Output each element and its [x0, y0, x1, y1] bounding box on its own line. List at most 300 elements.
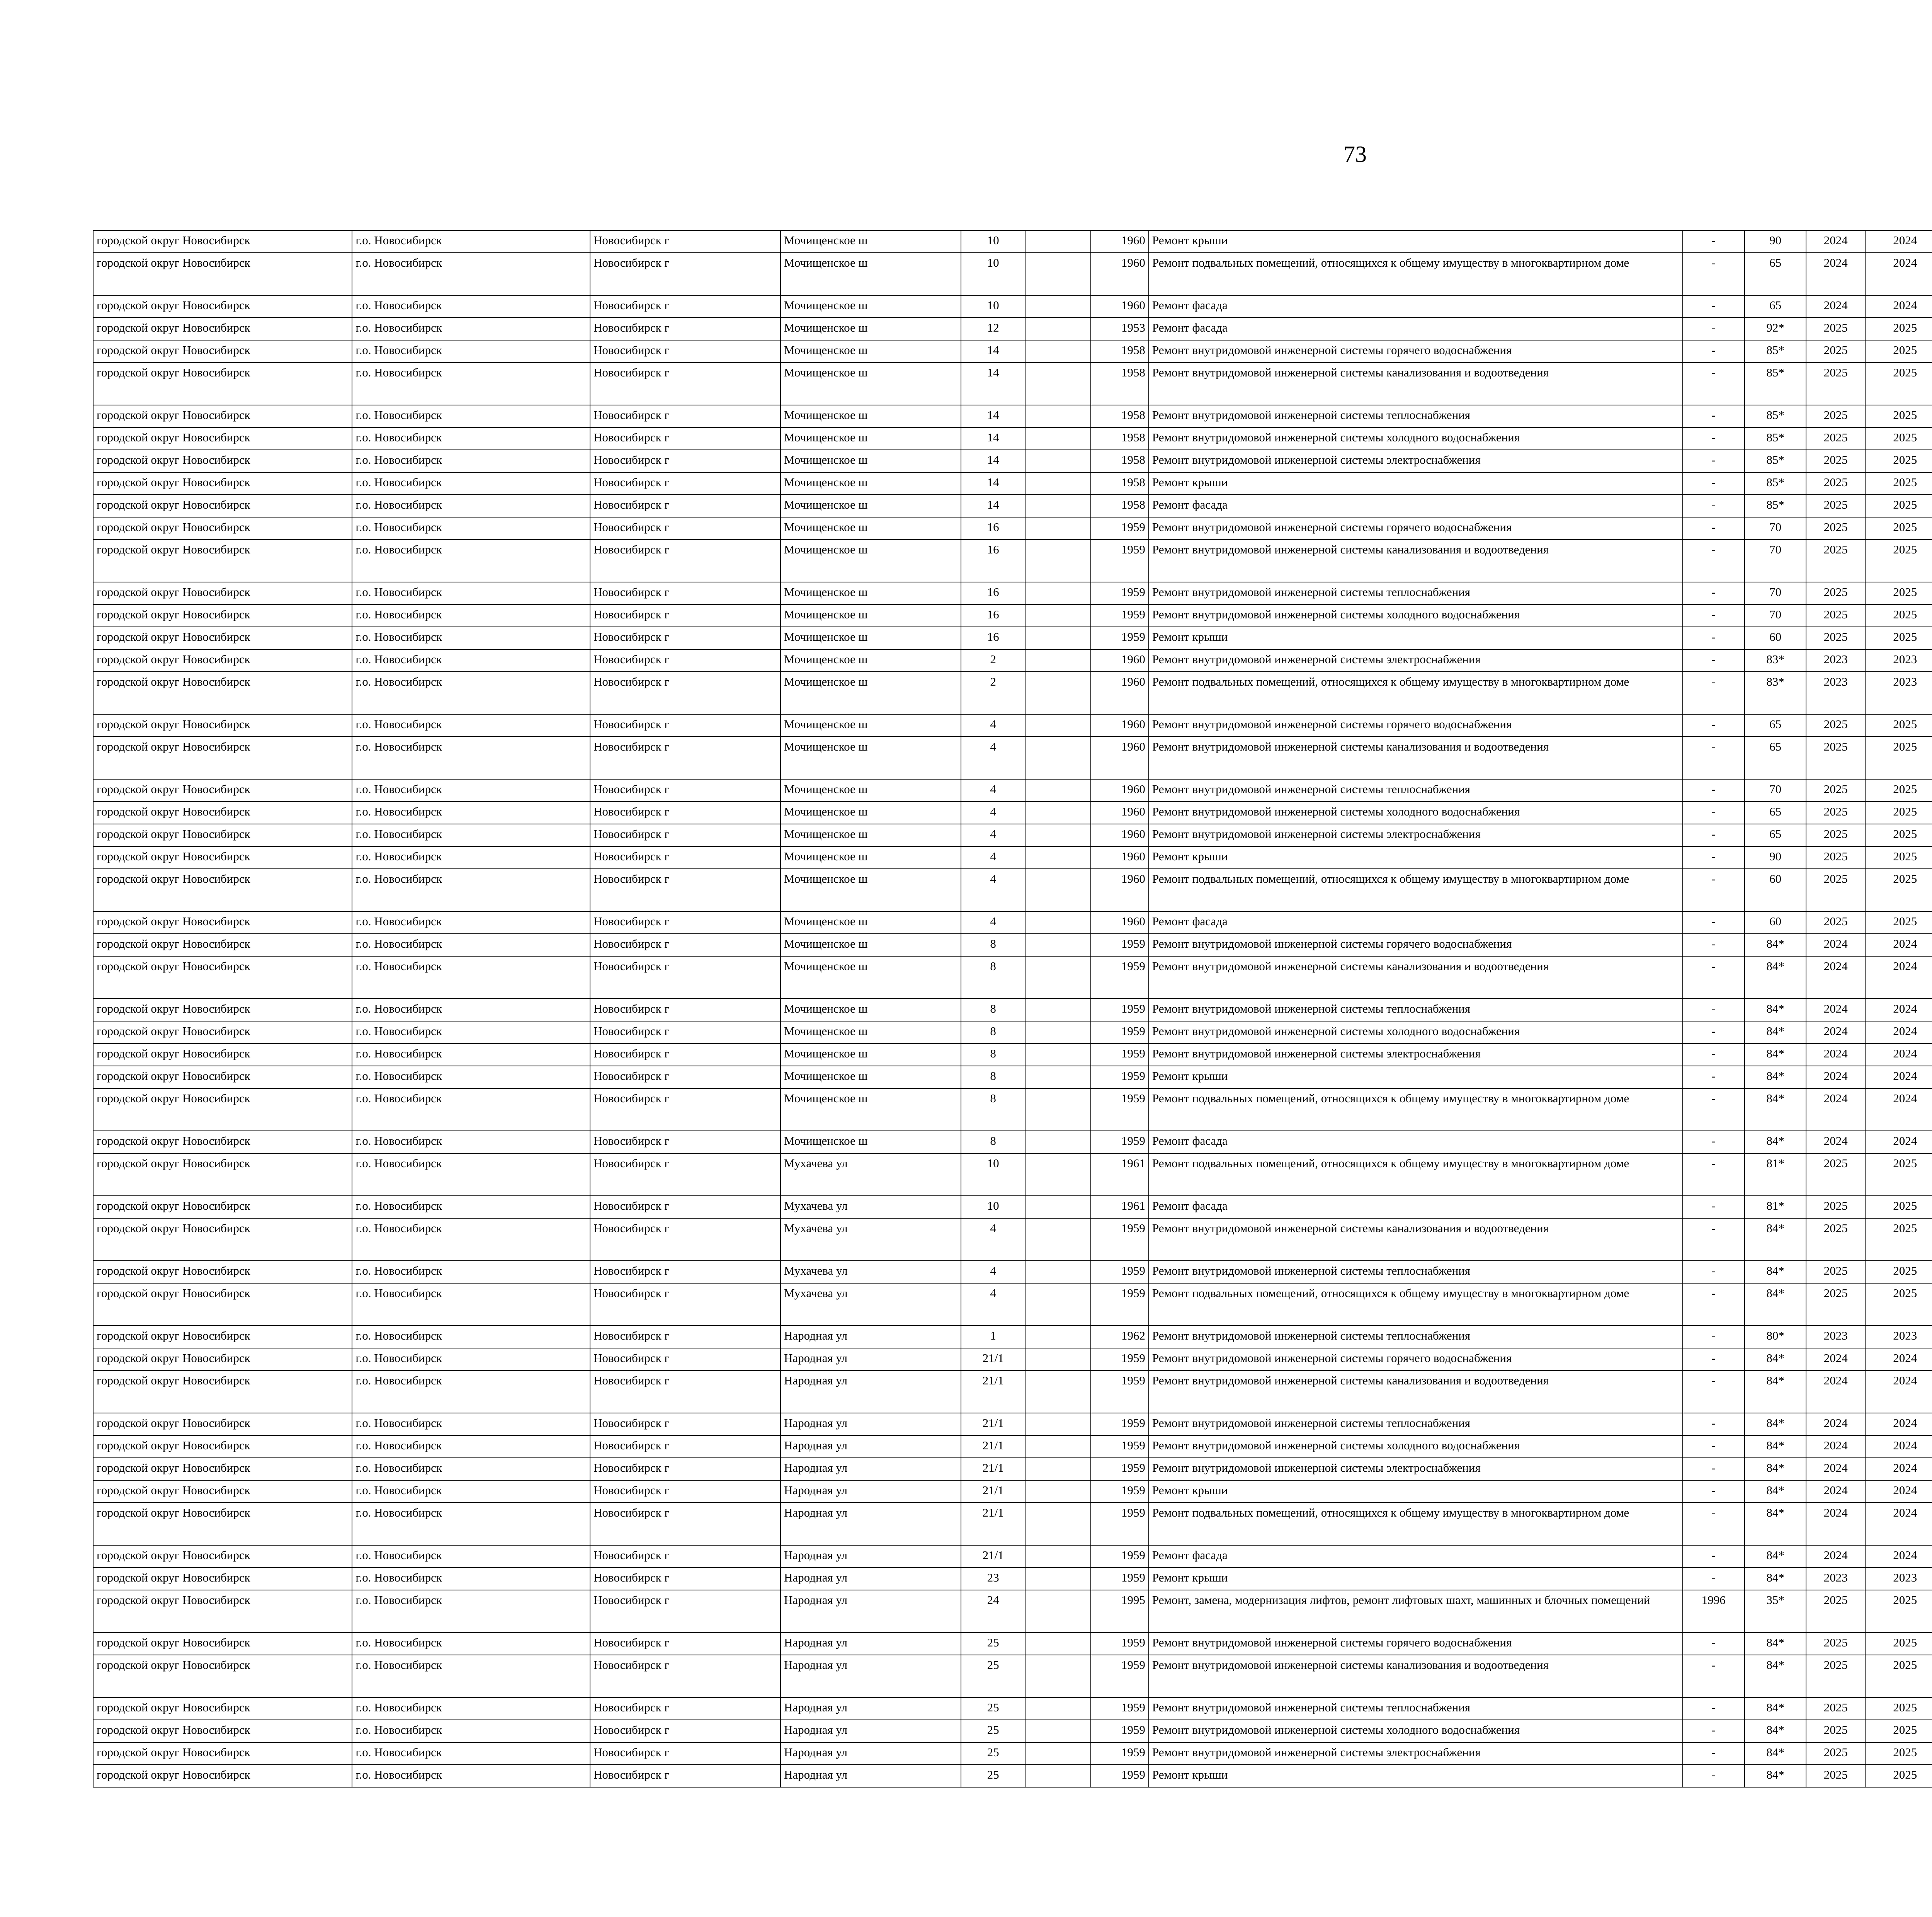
cell-locality: Новосибирск г: [590, 472, 781, 495]
table-row: [93, 1348, 1932, 1371]
cell-building: [1025, 495, 1091, 517]
cell-settlement: г.о. Новосибирск: [352, 627, 590, 649]
cell-plan-start-year: 2025: [1806, 846, 1865, 869]
cell-street: Народная ул: [781, 1545, 961, 1568]
cell-settlement: г.о. Новосибирск: [352, 295, 590, 318]
cell-commissioning-year: -: [1683, 1066, 1745, 1088]
cell-municipal-district: городской округ Новосибирск: [93, 340, 352, 363]
cell-plan-start-year: 2024: [1806, 230, 1865, 253]
cell-plan-start-year: 2025: [1806, 318, 1865, 340]
cell-plan-start-year: 2024: [1806, 1458, 1865, 1480]
cell-municipal-district: городской округ Новосибирск: [93, 1153, 352, 1196]
cell-building: [1025, 1458, 1091, 1480]
cell-work-type: Ремонт крыши: [1149, 1480, 1683, 1503]
cell-house-number: 10: [961, 295, 1025, 318]
cell-year-built: 1959: [1091, 1371, 1149, 1413]
cell-wear-percent: 81*: [1745, 1196, 1806, 1218]
cell-work-type: Ремонт внутридомовой инженерной системы электроснабжения: [1149, 1458, 1683, 1480]
cell-wear-percent: 84*: [1745, 1371, 1806, 1413]
cell-wear-percent: 85*: [1745, 363, 1806, 405]
cell-settlement: г.о. Новосибирск: [352, 934, 590, 956]
cell-wear-percent: 84*: [1745, 1021, 1806, 1044]
cell-work-type: Ремонт внутридомовой инженерной системы канализования и водоотведения: [1149, 1371, 1683, 1413]
cell-wear-percent: 60: [1745, 627, 1806, 649]
cell-settlement: г.о. Новосибирск: [352, 1348, 590, 1371]
cell-house-number: 21/1: [961, 1435, 1025, 1458]
cell-commissioning-year: -: [1683, 1413, 1745, 1435]
cell-plan-end-year: 2025: [1865, 582, 1932, 604]
cell-building: [1025, 649, 1091, 672]
cell-locality: Новосибирск г: [590, 1480, 781, 1503]
cell-commissioning-year: -: [1683, 253, 1745, 295]
cell-plan-start-year: 2025: [1806, 340, 1865, 363]
cell-building: [1025, 427, 1091, 450]
cell-locality: Новосибирск г: [590, 1021, 781, 1044]
cell-settlement: г.о. Новосибирск: [352, 1720, 590, 1742]
cell-locality: Новосибирск г: [590, 1633, 781, 1655]
cell-year-built: 1959: [1091, 1261, 1149, 1283]
cell-settlement: г.о. Новосибирск: [352, 956, 590, 999]
cell-municipal-district: городской округ Новосибирск: [93, 779, 352, 802]
cell-locality: Новосибирск г: [590, 495, 781, 517]
cell-locality: Новосибирск г: [590, 517, 781, 540]
cell-plan-end-year: 2025: [1865, 1655, 1932, 1697]
cell-settlement: г.о. Новосибирск: [352, 911, 590, 934]
cell-building: [1025, 1697, 1091, 1720]
cell-wear-percent: 83*: [1745, 649, 1806, 672]
cell-street: Народная ул: [781, 1742, 961, 1765]
cell-locality: Новосибирск г: [590, 1590, 781, 1633]
cell-settlement: г.о. Новосибирск: [352, 1633, 590, 1655]
cell-building: [1025, 714, 1091, 737]
cell-year-built: 1959: [1091, 1021, 1149, 1044]
cell-work-type: Ремонт подвальных помещений, относящихся к общему имуществу в многоквартирном доме: [1149, 1503, 1683, 1545]
cell-locality: Новосибирск г: [590, 1371, 781, 1413]
cell-work-type: Ремонт внутридомовой инженерной системы горячего водоснабжения: [1149, 340, 1683, 363]
cell-municipal-district: городской округ Новосибирск: [93, 802, 352, 824]
cell-commissioning-year: -: [1683, 1153, 1745, 1196]
cell-settlement: г.о. Новосибирск: [352, 1196, 590, 1218]
cell-work-type: Ремонт подвальных помещений, относящихся к общему имуществу в многоквартирном доме: [1149, 253, 1683, 295]
cell-commissioning-year: -: [1683, 582, 1745, 604]
cell-plan-end-year: 2025: [1865, 737, 1932, 779]
cell-municipal-district: городской округ Новосибирск: [93, 295, 352, 318]
table-row: [93, 495, 1932, 517]
cell-settlement: г.о. Новосибирск: [352, 1503, 590, 1545]
cell-municipal-district: городской округ Новосибирск: [93, 911, 352, 934]
cell-house-number: 16: [961, 540, 1025, 582]
cell-plan-end-year: 2024: [1865, 1044, 1932, 1066]
cell-municipal-district: городской округ Новосибирск: [93, 1044, 352, 1066]
cell-plan-start-year: 2024: [1806, 1503, 1865, 1545]
cell-settlement: г.о. Новосибирск: [352, 1218, 590, 1261]
cell-house-number: 21/1: [961, 1348, 1025, 1371]
cell-wear-percent: 84*: [1745, 999, 1806, 1021]
cell-year-built: 1959: [1091, 1765, 1149, 1787]
table-row: [93, 1742, 1932, 1765]
table-row: [93, 604, 1932, 627]
cell-settlement: г.о. Новосибирск: [352, 405, 590, 427]
cell-year-built: 1959: [1091, 1435, 1149, 1458]
cell-locality: Новосибирск г: [590, 956, 781, 999]
cell-plan-end-year: 2025: [1865, 540, 1932, 582]
cell-street: Народная ул: [781, 1720, 961, 1742]
table-row: [93, 427, 1932, 450]
cell-work-type: Ремонт подвальных помещений, относящихся к общему имуществу в многоквартирном доме: [1149, 1153, 1683, 1196]
cell-wear-percent: 84*: [1745, 1413, 1806, 1435]
cell-commissioning-year: -: [1683, 604, 1745, 627]
cell-wear-percent: 85*: [1745, 472, 1806, 495]
table-row: [93, 779, 1932, 802]
cell-house-number: 25: [961, 1742, 1025, 1765]
cell-plan-start-year: 2025: [1806, 1590, 1865, 1633]
cell-year-built: 1959: [1091, 540, 1149, 582]
cell-building: [1025, 1590, 1091, 1633]
cell-commissioning-year: -: [1683, 517, 1745, 540]
cell-settlement: г.о. Новосибирск: [352, 1568, 590, 1590]
table-row: [93, 1633, 1932, 1655]
cell-commissioning-year: -: [1683, 1348, 1745, 1371]
cell-plan-start-year: 2025: [1806, 1153, 1865, 1196]
cell-locality: Новосибирск г: [590, 1283, 781, 1326]
cell-plan-end-year: 2024: [1865, 1348, 1932, 1371]
cell-commissioning-year: -: [1683, 450, 1745, 472]
cell-municipal-district: городской округ Новосибирск: [93, 1261, 352, 1283]
cell-house-number: 21/1: [961, 1480, 1025, 1503]
cell-building: [1025, 779, 1091, 802]
cell-plan-start-year: 2024: [1806, 1413, 1865, 1435]
cell-settlement: г.о. Новосибирск: [352, 1371, 590, 1413]
cell-building: [1025, 1371, 1091, 1413]
cell-plan-end-year: 2024: [1865, 934, 1932, 956]
cell-work-type: Ремонт внутридомовой инженерной системы горячего водоснабжения: [1149, 1633, 1683, 1655]
cell-street: Мочищенское ш: [781, 737, 961, 779]
cell-locality: Новосибирск г: [590, 869, 781, 911]
cell-work-type: Ремонт фасада: [1149, 295, 1683, 318]
cell-plan-end-year: 2024: [1865, 1545, 1932, 1568]
cell-wear-percent: 84*: [1745, 1697, 1806, 1720]
cell-street: Мочищенское ш: [781, 472, 961, 495]
table-row: [93, 318, 1932, 340]
cell-year-built: 1959: [1091, 1633, 1149, 1655]
cell-house-number: 16: [961, 582, 1025, 604]
cell-street: Мухачева ул: [781, 1153, 961, 1196]
cell-building: [1025, 1413, 1091, 1435]
cell-plan-end-year: 2024: [1865, 253, 1932, 295]
cell-plan-end-year: 2025: [1865, 802, 1932, 824]
cell-commissioning-year: -: [1683, 714, 1745, 737]
cell-municipal-district: городской округ Новосибирск: [93, 1720, 352, 1742]
cell-plan-start-year: 2025: [1806, 1765, 1865, 1787]
cell-municipal-district: городской округ Новосибирск: [93, 1545, 352, 1568]
cell-house-number: 8: [961, 999, 1025, 1021]
cell-year-built: 1959: [1091, 1066, 1149, 1088]
cell-settlement: г.о. Новосибирск: [352, 450, 590, 472]
cell-locality: Новосибирск г: [590, 1413, 781, 1435]
cell-plan-end-year: 2025: [1865, 450, 1932, 472]
cell-street: Мочищенское ш: [781, 869, 961, 911]
cell-building: [1025, 1261, 1091, 1283]
cell-plan-end-year: 2025: [1865, 1590, 1932, 1633]
cell-commissioning-year: -: [1683, 295, 1745, 318]
cell-street: Народная ул: [781, 1765, 961, 1787]
cell-year-built: 1960: [1091, 672, 1149, 714]
cell-house-number: 14: [961, 340, 1025, 363]
cell-year-built: 1959: [1091, 956, 1149, 999]
cell-house-number: 10: [961, 1153, 1025, 1196]
table-row: [93, 363, 1932, 405]
cell-year-built: 1960: [1091, 911, 1149, 934]
cell-plan-end-year: 2023: [1865, 1326, 1932, 1348]
cell-work-type: Ремонт внутридомовой инженерной системы горячего водоснабжения: [1149, 517, 1683, 540]
cell-wear-percent: 70: [1745, 582, 1806, 604]
cell-plan-start-year: 2025: [1806, 405, 1865, 427]
cell-plan-start-year: 2025: [1806, 1742, 1865, 1765]
cell-plan-start-year: 2025: [1806, 824, 1865, 846]
cell-commissioning-year: -: [1683, 1480, 1745, 1503]
cell-year-built: 1959: [1091, 1742, 1149, 1765]
cell-plan-end-year: 2025: [1865, 340, 1932, 363]
table-row: [93, 999, 1932, 1021]
cell-street: Мочищенское ш: [781, 363, 961, 405]
table-row: [93, 869, 1932, 911]
table-row: [93, 1066, 1932, 1088]
table-row: [93, 1480, 1932, 1503]
cell-municipal-district: городской округ Новосибирск: [93, 1066, 352, 1088]
cell-building: [1025, 582, 1091, 604]
cell-year-built: 1960: [1091, 824, 1149, 846]
cell-settlement: г.о. Новосибирск: [352, 253, 590, 295]
cell-wear-percent: 70: [1745, 517, 1806, 540]
cell-house-number: 14: [961, 450, 1025, 472]
cell-house-number: 4: [961, 1261, 1025, 1283]
cell-year-built: 1959: [1091, 627, 1149, 649]
cell-municipal-district: городской округ Новосибирск: [93, 450, 352, 472]
cell-wear-percent: 65: [1745, 824, 1806, 846]
cell-commissioning-year: -: [1683, 824, 1745, 846]
cell-plan-end-year: 2024: [1865, 1131, 1932, 1153]
table-row: [93, 934, 1932, 956]
cell-house-number: 16: [961, 517, 1025, 540]
cell-street: Мочищенское ш: [781, 627, 961, 649]
cell-commissioning-year: -: [1683, 1218, 1745, 1261]
cell-street: Мочищенское ш: [781, 999, 961, 1021]
cell-street: Мочищенское ш: [781, 714, 961, 737]
cell-municipal-district: городской округ Новосибирск: [93, 824, 352, 846]
cell-municipal-district: городской округ Новосибирск: [93, 1021, 352, 1044]
cell-settlement: г.о. Новосибирск: [352, 1590, 590, 1633]
cell-building: [1025, 450, 1091, 472]
cell-commissioning-year: -: [1683, 672, 1745, 714]
cell-wear-percent: 84*: [1745, 1568, 1806, 1590]
cell-municipal-district: городской округ Новосибирск: [93, 999, 352, 1021]
cell-work-type: Ремонт внутридомовой инженерной системы теплоснабжения: [1149, 582, 1683, 604]
cell-plan-end-year: 2025: [1865, 714, 1932, 737]
cell-wear-percent: 84*: [1745, 1261, 1806, 1283]
table-row: [93, 1153, 1932, 1196]
cell-building: [1025, 405, 1091, 427]
cell-year-built: 1959: [1091, 1480, 1149, 1503]
cell-locality: Новосибирск г: [590, 1503, 781, 1545]
cell-year-built: 1960: [1091, 737, 1149, 779]
cell-building: [1025, 934, 1091, 956]
cell-plan-start-year: 2025: [1806, 779, 1865, 802]
cell-municipal-district: городской округ Новосибирск: [93, 1435, 352, 1458]
cell-wear-percent: 84*: [1745, 956, 1806, 999]
cell-wear-percent: 92*: [1745, 318, 1806, 340]
cell-house-number: 21/1: [961, 1545, 1025, 1568]
cell-wear-percent: 65: [1745, 737, 1806, 779]
cell-settlement: г.о. Новосибирск: [352, 1153, 590, 1196]
cell-plan-end-year: 2025: [1865, 495, 1932, 517]
cell-settlement: г.о. Новосибирск: [352, 1480, 590, 1503]
cell-street: Народная ул: [781, 1458, 961, 1480]
cell-street: Мухачева ул: [781, 1196, 961, 1218]
cell-house-number: 23: [961, 1568, 1025, 1590]
cell-street: Народная ул: [781, 1503, 961, 1545]
cell-street: Народная ул: [781, 1435, 961, 1458]
cell-wear-percent: 84*: [1745, 1218, 1806, 1261]
table-row: [93, 582, 1932, 604]
cell-wear-percent: 84*: [1745, 1044, 1806, 1066]
cell-house-number: 4: [961, 1218, 1025, 1261]
page-number: 73: [1344, 141, 1367, 167]
cell-commissioning-year: -: [1683, 911, 1745, 934]
cell-wear-percent: 70: [1745, 604, 1806, 627]
cell-house-number: 16: [961, 604, 1025, 627]
cell-plan-start-year: 2024: [1806, 1348, 1865, 1371]
cell-street: Мочищенское ш: [781, 672, 961, 714]
cell-work-type: Ремонт подвальных помещений, относящихся к общему имуществу в многоквартирном доме: [1149, 869, 1683, 911]
cell-settlement: г.о. Новосибирск: [352, 1066, 590, 1088]
cell-plan-end-year: 2025: [1865, 363, 1932, 405]
cell-work-type: Ремонт крыши: [1149, 846, 1683, 869]
cell-wear-percent: 84*: [1745, 1348, 1806, 1371]
cell-settlement: г.о. Новосибирск: [352, 824, 590, 846]
table-row: [93, 824, 1932, 846]
cell-street: Народная ул: [781, 1371, 961, 1413]
cell-commissioning-year: -: [1683, 1545, 1745, 1568]
cell-plan-end-year: 2025: [1865, 824, 1932, 846]
cell-locality: Новосибирск г: [590, 672, 781, 714]
cell-street: Мочищенское ш: [781, 1021, 961, 1044]
cell-locality: Новосибирск г: [590, 405, 781, 427]
cell-street: Народная ул: [781, 1633, 961, 1655]
table-row: [93, 714, 1932, 737]
cell-street: Мочищенское ш: [781, 295, 961, 318]
cell-work-type: Ремонт внутридомовой инженерной системы электроснабжения: [1149, 450, 1683, 472]
table-row: [93, 737, 1932, 779]
cell-municipal-district: городской округ Новосибирск: [93, 517, 352, 540]
cell-wear-percent: 84*: [1745, 1435, 1806, 1458]
cell-plan-start-year: 2025: [1806, 869, 1865, 911]
cell-plan-start-year: 2024: [1806, 999, 1865, 1021]
cell-locality: Новосибирск г: [590, 1326, 781, 1348]
cell-commissioning-year: -: [1683, 846, 1745, 869]
cell-plan-start-year: 2025: [1806, 604, 1865, 627]
cell-settlement: г.о. Новосибирск: [352, 604, 590, 627]
table-row: [93, 1326, 1932, 1348]
cell-settlement: г.о. Новосибирск: [352, 1655, 590, 1697]
cell-locality: Новосибирск г: [590, 999, 781, 1021]
cell-locality: Новосибирск г: [590, 295, 781, 318]
cell-commissioning-year: -: [1683, 1371, 1745, 1413]
cell-wear-percent: 84*: [1745, 934, 1806, 956]
cell-plan-start-year: 2025: [1806, 1261, 1865, 1283]
cell-municipal-district: городской округ Новосибирск: [93, 1590, 352, 1633]
cell-plan-end-year: 2023: [1865, 649, 1932, 672]
cell-municipal-district: городской округ Новосибирск: [93, 472, 352, 495]
cell-wear-percent: 84*: [1745, 1633, 1806, 1655]
cell-year-built: 1959: [1091, 582, 1149, 604]
cell-work-type: Ремонт подвальных помещений, относящихся к общему имуществу в многоквартирном доме: [1149, 1283, 1683, 1326]
cell-house-number: 14: [961, 405, 1025, 427]
cell-municipal-district: городской округ Новосибирск: [93, 934, 352, 956]
cell-building: [1025, 1765, 1091, 1787]
cell-wear-percent: 85*: [1745, 450, 1806, 472]
cell-plan-end-year: 2024: [1865, 1413, 1932, 1435]
cell-plan-start-year: 2024: [1806, 1066, 1865, 1088]
cell-plan-end-year: 2025: [1865, 1765, 1932, 1787]
table-row: [93, 1545, 1932, 1568]
cell-year-built: 1961: [1091, 1196, 1149, 1218]
cell-work-type: Ремонт внутридомовой инженерной системы теплоснабжения: [1149, 1697, 1683, 1720]
cell-year-built: 1959: [1091, 517, 1149, 540]
cell-municipal-district: городской округ Новосибирск: [93, 846, 352, 869]
table-row: [93, 1371, 1932, 1413]
cell-building: [1025, 911, 1091, 934]
cell-wear-percent: 80*: [1745, 1326, 1806, 1348]
table-row: [93, 649, 1932, 672]
cell-settlement: г.о. Новосибирск: [352, 999, 590, 1021]
cell-street: Мочищенское ш: [781, 427, 961, 450]
cell-municipal-district: городской округ Новосибирск: [93, 672, 352, 714]
cell-building: [1025, 1326, 1091, 1348]
cell-plan-start-year: 2025: [1806, 737, 1865, 779]
cell-work-type: Ремонт внутридомовой инженерной системы холодного водоснабжения: [1149, 1720, 1683, 1742]
cell-work-type: Ремонт внутридомовой инженерной системы холодного водоснабжения: [1149, 802, 1683, 824]
table-row: [93, 405, 1932, 427]
cell-street: Народная ул: [781, 1413, 961, 1435]
cell-street: Мочищенское ш: [781, 540, 961, 582]
table-row: [93, 1458, 1932, 1480]
cell-street: Мочищенское ш: [781, 405, 961, 427]
table-row: [93, 1283, 1932, 1326]
cell-building: [1025, 1131, 1091, 1153]
cell-plan-end-year: 2024: [1865, 1066, 1932, 1088]
cell-wear-percent: 81*: [1745, 1153, 1806, 1196]
table-row: [93, 1088, 1932, 1131]
cell-locality: Новосибирск г: [590, 582, 781, 604]
cell-building: [1025, 802, 1091, 824]
cell-locality: Новосибирск г: [590, 846, 781, 869]
cell-locality: Новосибирск г: [590, 1545, 781, 1568]
table-row: [93, 627, 1932, 649]
cell-street: Мочищенское ш: [781, 1131, 961, 1153]
cell-municipal-district: городской округ Новосибирск: [93, 1088, 352, 1131]
cell-street: Мочищенское ш: [781, 649, 961, 672]
cell-settlement: г.о. Новосибирск: [352, 1283, 590, 1326]
cell-plan-end-year: 2024: [1865, 230, 1932, 253]
cell-building: [1025, 1196, 1091, 1218]
cell-street: Мочищенское ш: [781, 1066, 961, 1088]
cell-municipal-district: городской округ Новосибирск: [93, 1371, 352, 1413]
cell-plan-end-year: 2025: [1865, 779, 1932, 802]
cell-year-built: 1958: [1091, 427, 1149, 450]
cell-commissioning-year: -: [1683, 318, 1745, 340]
cell-locality: Новосибирск г: [590, 649, 781, 672]
cell-municipal-district: городской округ Новосибирск: [93, 1480, 352, 1503]
